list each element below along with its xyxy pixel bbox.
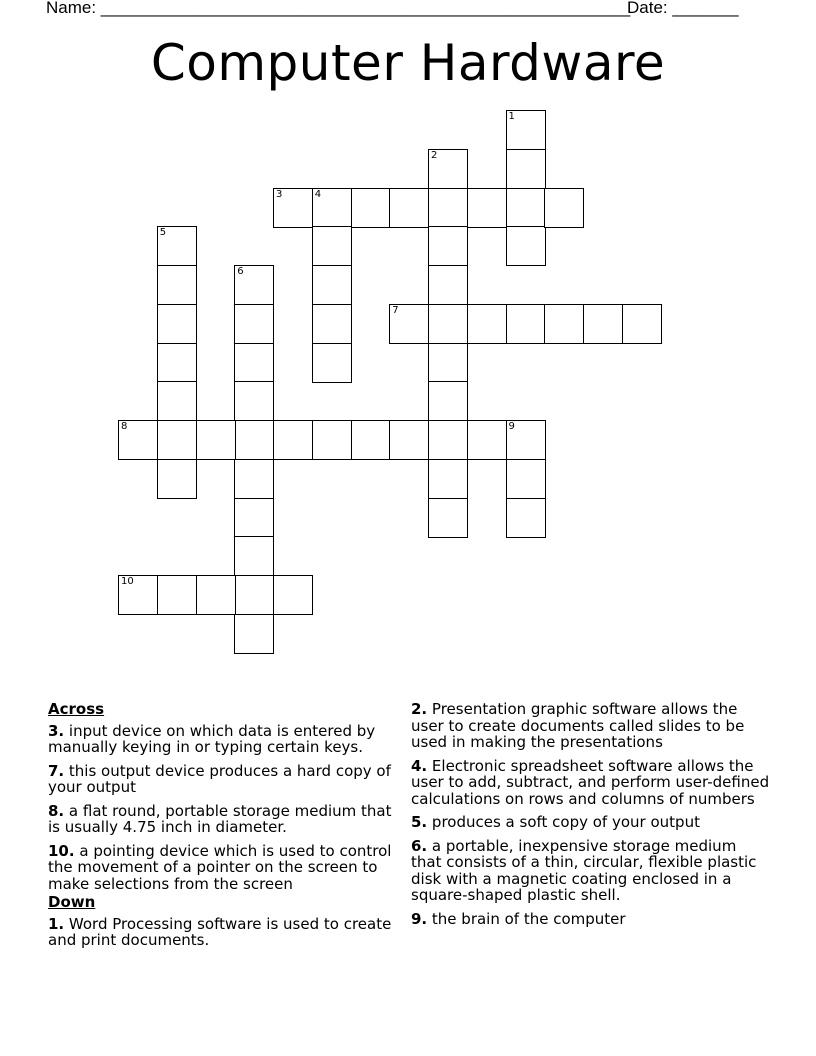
- clue-number: 4.: [411, 756, 428, 775]
- grid-cell[interactable]: [234, 304, 274, 344]
- clue-down-6: [411, 838, 771, 904]
- grid-cell[interactable]: [544, 304, 584, 344]
- clue-number: 8.: [48, 801, 65, 820]
- grid-cell[interactable]: [157, 459, 197, 499]
- cell-number: 8: [121, 421, 128, 432]
- grid-cell[interactable]: [389, 420, 429, 460]
- grid-cell[interactable]: [273, 420, 313, 460]
- grid-cell[interactable]: [157, 304, 197, 344]
- clue-text: produces a soft copy of your output: [431, 813, 700, 831]
- grid-cell[interactable]: [506, 459, 546, 499]
- grid-cell[interactable]: [428, 265, 468, 305]
- grid-cell[interactable]: [312, 420, 352, 460]
- grid-cell[interactable]: [428, 149, 468, 189]
- grid-cell[interactable]: [234, 614, 274, 654]
- clue-down-1: [48, 916, 396, 949]
- grid-cell[interactable]: [467, 420, 507, 460]
- grid-cell[interactable]: [157, 343, 197, 383]
- clue-down-9: [411, 911, 771, 928]
- clue-text: Electronic spreadsheet software allows the user to add, subtract, and perform user-defined calculations on rows and columns of numbers: [411, 756, 770, 808]
- grid-cell[interactable]: [583, 304, 623, 344]
- grid-cell[interactable]: [506, 304, 546, 344]
- clue-text: Word Processing software is used to create and print documents.: [48, 914, 392, 949]
- grid-cell[interactable]: [234, 343, 274, 383]
- clue-text: a portable, inexpensive storage medium that consists of a thin, circular, flexible plastic disk with a magnetic coating enclosed in a square-shaped plastic shell.: [411, 836, 757, 904]
- grid-cell[interactable]: [196, 575, 236, 615]
- name-field[interactable]: Name: ________________________________________________________: [46, 0, 631, 17]
- grid-cell[interactable]: [506, 420, 546, 460]
- clue-across-10: [48, 843, 396, 893]
- grid-cell[interactable]: [428, 343, 468, 383]
- cell-number: 3: [276, 188, 283, 200]
- grid-cell[interactable]: [273, 575, 313, 615]
- grid-cell[interactable]: [118, 420, 158, 460]
- clue-text: Presentation graphic software allows the user to create documents called slides to be used in making the presentations: [411, 700, 745, 751]
- clue-number: 9.: [411, 909, 428, 928]
- grid-cell[interactable]: [234, 265, 274, 305]
- clue-across-3: [48, 723, 396, 756]
- grid-cell[interactable]: [506, 498, 546, 538]
- across-heading: Across: [48, 700, 105, 718]
- clue-number: 1.: [48, 914, 65, 933]
- clues-right-column: [411, 701, 771, 934]
- grid-cell[interactable]: [157, 420, 197, 460]
- clue-number: 3.: [48, 721, 65, 740]
- grid-cell[interactable]: [196, 420, 236, 460]
- down-heading: Down: [48, 893, 96, 911]
- clue-number: 5.: [411, 813, 428, 831]
- date-field[interactable]: Date: _______: [627, 0, 739, 17]
- grid-cell[interactable]: [234, 420, 274, 460]
- grid-cell[interactable]: [428, 304, 468, 344]
- clue-text: input device on which data is entered by manually keying in or typing certain keys.: [48, 721, 376, 756]
- clue-number: 2.: [411, 700, 428, 718]
- cell-number: 1: [508, 111, 515, 122]
- grid-cell[interactable]: [506, 188, 546, 228]
- grid-cell[interactable]: [428, 420, 468, 460]
- cell-number: 2: [431, 149, 438, 161]
- grid-cell[interactable]: [389, 188, 429, 228]
- grid-cell[interactable]: [312, 226, 352, 266]
- clue-number: 7.: [48, 761, 65, 780]
- cell-number: 6: [237, 266, 244, 277]
- grid-cell[interactable]: [467, 304, 507, 344]
- grid-cell[interactable]: [351, 420, 391, 460]
- clue-number: 6.: [411, 836, 428, 855]
- grid-cell[interactable]: [157, 226, 197, 266]
- grid-cell[interactable]: [234, 575, 274, 615]
- grid-cell[interactable]: [157, 265, 197, 305]
- grid-cell[interactable]: [234, 459, 274, 499]
- grid-cell[interactable]: [428, 381, 468, 421]
- grid-cell[interactable]: [157, 381, 197, 421]
- grid-cell[interactable]: [118, 575, 158, 615]
- clue-down-5: [411, 814, 771, 831]
- grid-cell[interactable]: [234, 381, 274, 421]
- grid-cell[interactable]: [234, 498, 274, 538]
- clue-down-4: [411, 758, 771, 808]
- clue-text: a flat round, portable storage medium that is usually 4.75 inch in diameter.: [48, 801, 392, 836]
- grid-cell[interactable]: [544, 188, 584, 228]
- grid-cell[interactable]: [428, 459, 468, 499]
- grid-cell[interactable]: [506, 110, 546, 150]
- clue-down-2: [411, 701, 771, 751]
- cell-number: 5: [159, 227, 167, 239]
- clue-text: the brain of the computer: [431, 909, 626, 928]
- cell-number: 4: [314, 188, 322, 200]
- grid-cell[interactable]: [157, 575, 197, 615]
- cell-number: 7: [392, 304, 399, 316]
- grid-cell[interactable]: [234, 536, 274, 576]
- grid-cell[interactable]: [273, 188, 313, 228]
- clue-across-8: [48, 803, 396, 836]
- grid-cell[interactable]: [467, 188, 507, 228]
- grid-cell[interactable]: [351, 188, 391, 228]
- clue-across-7: [48, 763, 396, 796]
- grid-cell[interactable]: [428, 498, 468, 538]
- grid-cell[interactable]: [428, 188, 468, 228]
- clue-number: 10.: [48, 841, 75, 860]
- grid-cell[interactable]: [622, 304, 662, 344]
- clue-text: a pointing device which is used to control the movement of a pointer on the screen to make selections from the screen: [48, 841, 392, 893]
- grid-cell[interactable]: [506, 226, 546, 266]
- grid-cell[interactable]: [312, 343, 352, 383]
- grid-cell[interactable]: [312, 265, 352, 305]
- cell-number: 9: [508, 421, 515, 432]
- clue-text: this output device produces a hard copy of your output: [48, 761, 391, 796]
- grid-cell[interactable]: [312, 304, 352, 344]
- grid-cell[interactable]: [312, 188, 352, 228]
- cell-number: 10: [121, 576, 134, 587]
- grid-cell[interactable]: [428, 226, 468, 266]
- grid-cell[interactable]: [389, 304, 429, 344]
- clues-left-column: [48, 701, 396, 956]
- grid-cell[interactable]: [506, 149, 546, 189]
- puzzle-title: Computer Hardware: [150, 34, 666, 92]
